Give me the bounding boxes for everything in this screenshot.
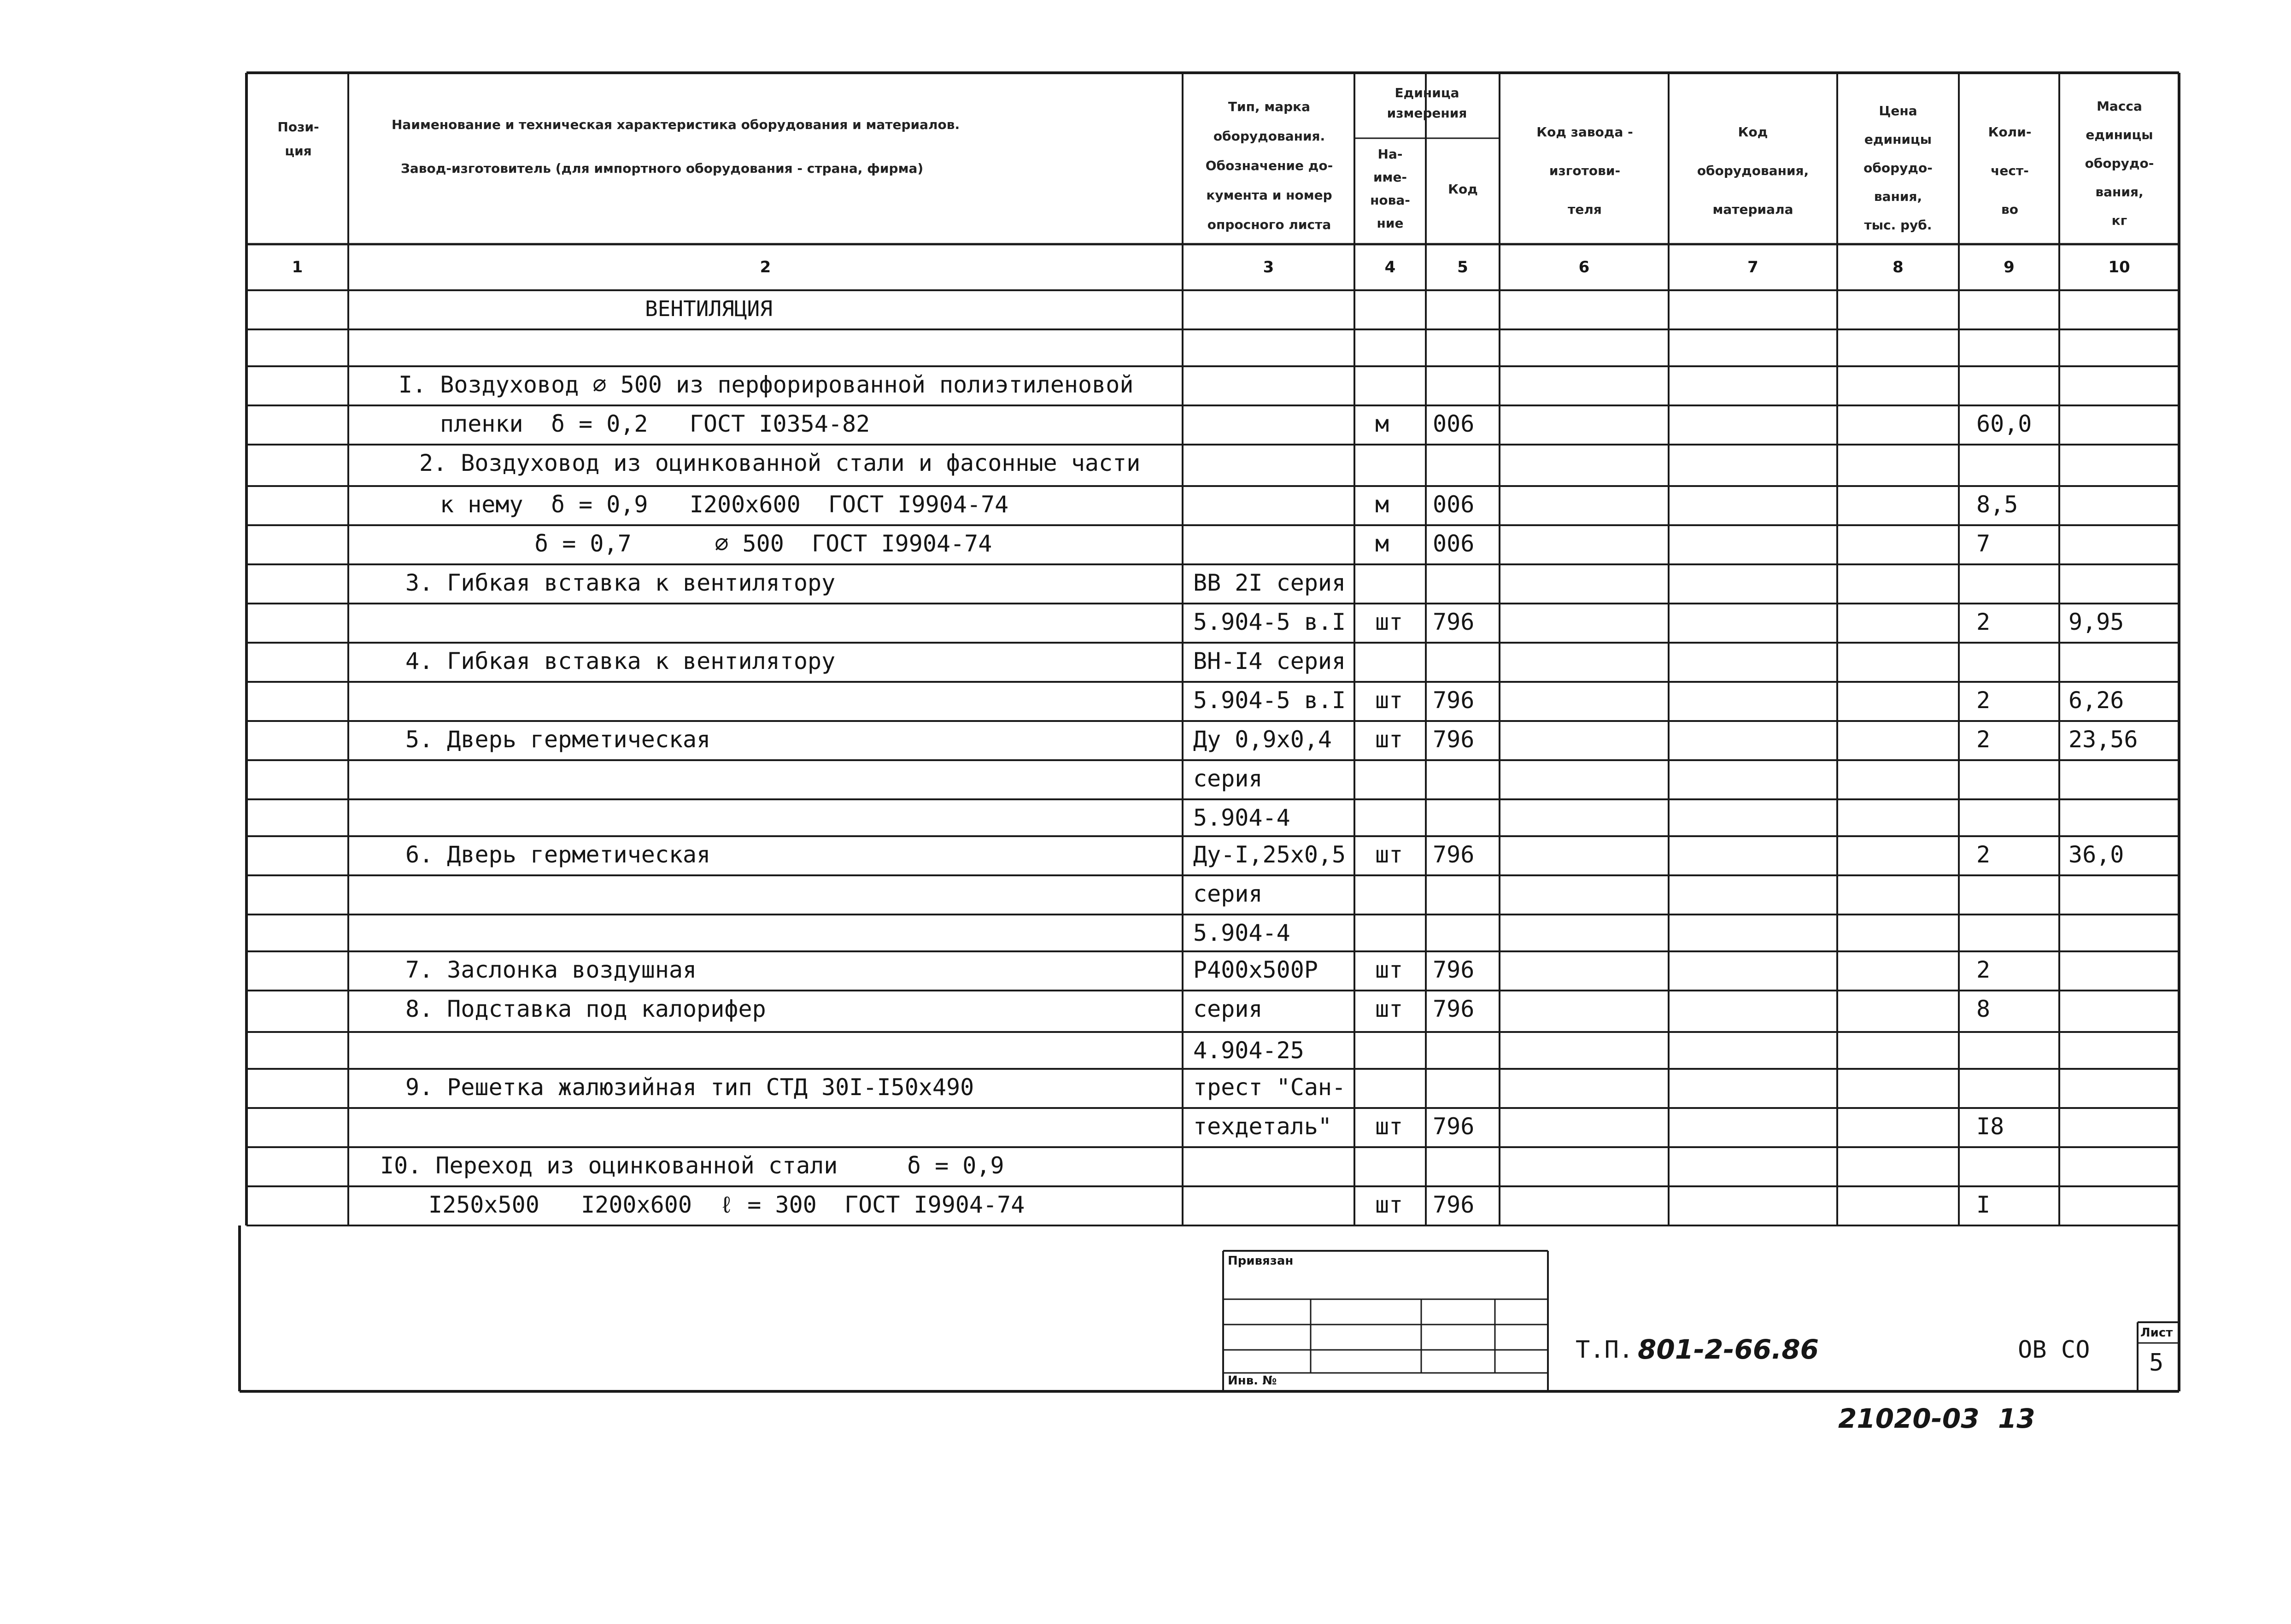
row-name: I. Воздуховод ∅ 500 из перфорированной полиэтиленовой	[398, 371, 1134, 398]
row-name: ВЕНТИЛЯЦИЯ	[645, 296, 773, 321]
column-number: 10	[2108, 258, 2130, 276]
header-col4-line: име-	[1373, 170, 1407, 185]
row-name: 9. Решетка жалюзийная тип СТД 30I-I50х490	[405, 1074, 974, 1101]
row-code: 796	[1433, 726, 1475, 753]
header-col10-line: вания,	[2095, 184, 2144, 199]
header-col45_title-line: Единица	[1395, 85, 1459, 100]
row-type: серия	[1193, 880, 1263, 907]
row-unit: м	[1375, 530, 1389, 557]
row-mass: 6,26	[2068, 687, 2124, 714]
header-col8-line: оборудо-	[1863, 160, 1933, 176]
row-qty: I	[1976, 1191, 1991, 1218]
row-code: 796	[1433, 609, 1475, 635]
row-type: 4.904-25	[1193, 1037, 1304, 1064]
row-unit: шт	[1375, 1113, 1403, 1140]
header-col6-line: изготови-	[1549, 163, 1621, 178]
header-col2-line: Наименование и техническая характеристика оборудования и материалов.	[392, 117, 960, 132]
row-qty: 2	[1976, 609, 1991, 635]
header-col8-line: Цена	[1879, 103, 1917, 118]
row-code: 796	[1433, 956, 1475, 983]
column-number: 4	[1384, 258, 1396, 276]
row-qty: 8,5	[1976, 491, 2018, 518]
row-qty: 2	[1976, 841, 1991, 868]
sheet-label: Лист	[2140, 1326, 2173, 1340]
header-col8-line: вания,	[1874, 189, 1922, 204]
header-col7-line: Код	[1738, 124, 1768, 140]
header-col7-line: материала	[1712, 202, 1793, 217]
row-code: 796	[1433, 1191, 1475, 1218]
row-type: 5.904-5 в.I	[1193, 609, 1346, 635]
row-type: ВВ 2I серия	[1193, 569, 1346, 596]
row-name: 4. Гибкая вставка к вентилятору	[405, 648, 836, 674]
header-col4-line: На-	[1377, 147, 1403, 162]
row-code: 006	[1433, 410, 1475, 437]
row-unit: шт	[1375, 687, 1403, 714]
header-col2-line: Завод-изготовитель (для импортного оборудования - страна, фирма)	[401, 161, 924, 176]
document-prefix: Т.П.	[1576, 1336, 1634, 1364]
row-type: техдеталь"	[1193, 1113, 1332, 1140]
header-col9-line: во	[2001, 202, 2018, 217]
row-code: 796	[1433, 687, 1475, 714]
header-col6-line: теля	[1568, 202, 1602, 217]
row-type: Р400х500Р	[1193, 956, 1318, 983]
row-unit: м	[1375, 410, 1389, 437]
row-qty: 2	[1976, 687, 1991, 714]
row-name: 5. Дверь герметическая	[405, 726, 711, 753]
header-col10-line: кг	[2111, 213, 2127, 228]
header-col4-line: нова-	[1370, 193, 1410, 208]
header-col10-line: Масса	[2097, 99, 2142, 114]
row-unit: шт	[1375, 726, 1403, 753]
row-qty: 2	[1976, 956, 1991, 983]
row-qty: I8	[1976, 1113, 2004, 1140]
row-mass: 23,56	[2068, 726, 2138, 753]
row-unit: м	[1375, 491, 1389, 518]
row-mass: 9,95	[2068, 609, 2124, 635]
row-type: 5.904-5 в.I	[1193, 687, 1346, 714]
column-number: 1	[292, 258, 303, 276]
header-col1-line: Пози-	[277, 119, 319, 135]
row-name: 7. Заслонка воздушная	[405, 956, 697, 983]
stamp-privyazan: Привязан	[1228, 1254, 1294, 1268]
row-unit: шт	[1375, 996, 1403, 1022]
row-type: серия	[1193, 996, 1263, 1022]
row-code: 796	[1433, 996, 1475, 1022]
sheet-number: 5	[2149, 1349, 2164, 1377]
header-col5: Код	[1448, 182, 1478, 197]
row-name: I0. Переход из оцинкованной стали δ = 0,9	[380, 1152, 1004, 1179]
header-col1-line: ция	[285, 143, 312, 158]
row-type: трест "Сан-	[1193, 1074, 1346, 1101]
row-code: 796	[1433, 1113, 1475, 1140]
row-qty: 2	[1976, 726, 1991, 753]
header-col10-line: оборудо-	[2085, 156, 2154, 171]
row-unit: шт	[1375, 1191, 1403, 1218]
column-number: 5	[1457, 258, 1468, 276]
row-name: к нему δ = 0,9 I200х600 ГОСТ I9904-74	[440, 491, 1009, 518]
column-number: 2	[760, 258, 771, 276]
row-name: 2. Воздуховод из оцинкованной стали и фасонные части	[419, 450, 1141, 476]
row-unit: шт	[1375, 609, 1403, 635]
header-col6-line: Код завода -	[1536, 124, 1633, 140]
header-col9-line: чест-	[1991, 163, 2029, 178]
row-type: Ду 0,9х0,4	[1193, 726, 1332, 753]
row-name: I250х500 I200х600 ℓ = 300 ГОСТ I9904-74	[428, 1191, 1025, 1218]
row-unit: шт	[1375, 841, 1403, 868]
row-name: δ = 0,7 ∅ 500 ГОСТ I9904-74	[534, 530, 992, 557]
header-col8-line: тыс. руб.	[1864, 217, 1932, 233]
header-col3-line: Тип, марка	[1228, 99, 1311, 114]
stamp-inv: Инв. №	[1228, 1374, 1277, 1388]
row-qty: 60,0	[1976, 410, 2032, 437]
row-code: 796	[1433, 841, 1475, 868]
header-col8-line: единицы	[1864, 132, 1932, 147]
footer-handwritten: 21020-03 13	[1838, 1403, 2035, 1434]
row-code: 006	[1433, 530, 1475, 557]
header-col45_title-line: измерения	[1387, 106, 1467, 121]
column-number: 6	[1578, 258, 1590, 276]
header-col7-line: оборудования,	[1697, 163, 1809, 178]
row-mass: 36,0	[2068, 841, 2124, 868]
header-col10-line: единицы	[2086, 127, 2153, 142]
row-type: серия	[1193, 765, 1263, 792]
row-unit: шт	[1375, 956, 1403, 983]
column-number: 7	[1747, 258, 1758, 276]
row-name: 6. Дверь герметическая	[405, 841, 711, 868]
row-type: Ду-I,25х0,5	[1193, 841, 1346, 868]
document-number: 801-2-66.86	[1638, 1334, 1819, 1365]
header-col9-line: Коли-	[1988, 124, 2032, 140]
header-col3-line: кумента и номер	[1206, 188, 1332, 203]
row-type: 5.904-4	[1193, 804, 1290, 831]
row-name: пленки δ = 0,2 ГОСТ I0354-82	[440, 410, 870, 437]
column-number: 8	[1893, 258, 1904, 276]
column-number: 9	[2004, 258, 2015, 276]
header-col3-line: опросного листа	[1207, 217, 1331, 232]
row-name: 8. Подставка под калорифер	[405, 996, 766, 1022]
column-number: 3	[1263, 258, 1274, 276]
row-code: 006	[1433, 491, 1475, 518]
header-col3-line: Обозначение до-	[1205, 158, 1333, 173]
header-col3-line: оборудования.	[1213, 129, 1325, 144]
row-type: ВН-I4 серия	[1193, 648, 1346, 674]
document-mark: ОВ СО	[2018, 1336, 2090, 1364]
row-qty: 7	[1976, 530, 1991, 557]
row-qty: 8	[1976, 996, 1991, 1022]
row-name: 3. Гибкая вставка к вентилятору	[405, 569, 836, 596]
row-type: 5.904-4	[1193, 920, 1290, 946]
header-col4-line: ние	[1377, 216, 1404, 231]
